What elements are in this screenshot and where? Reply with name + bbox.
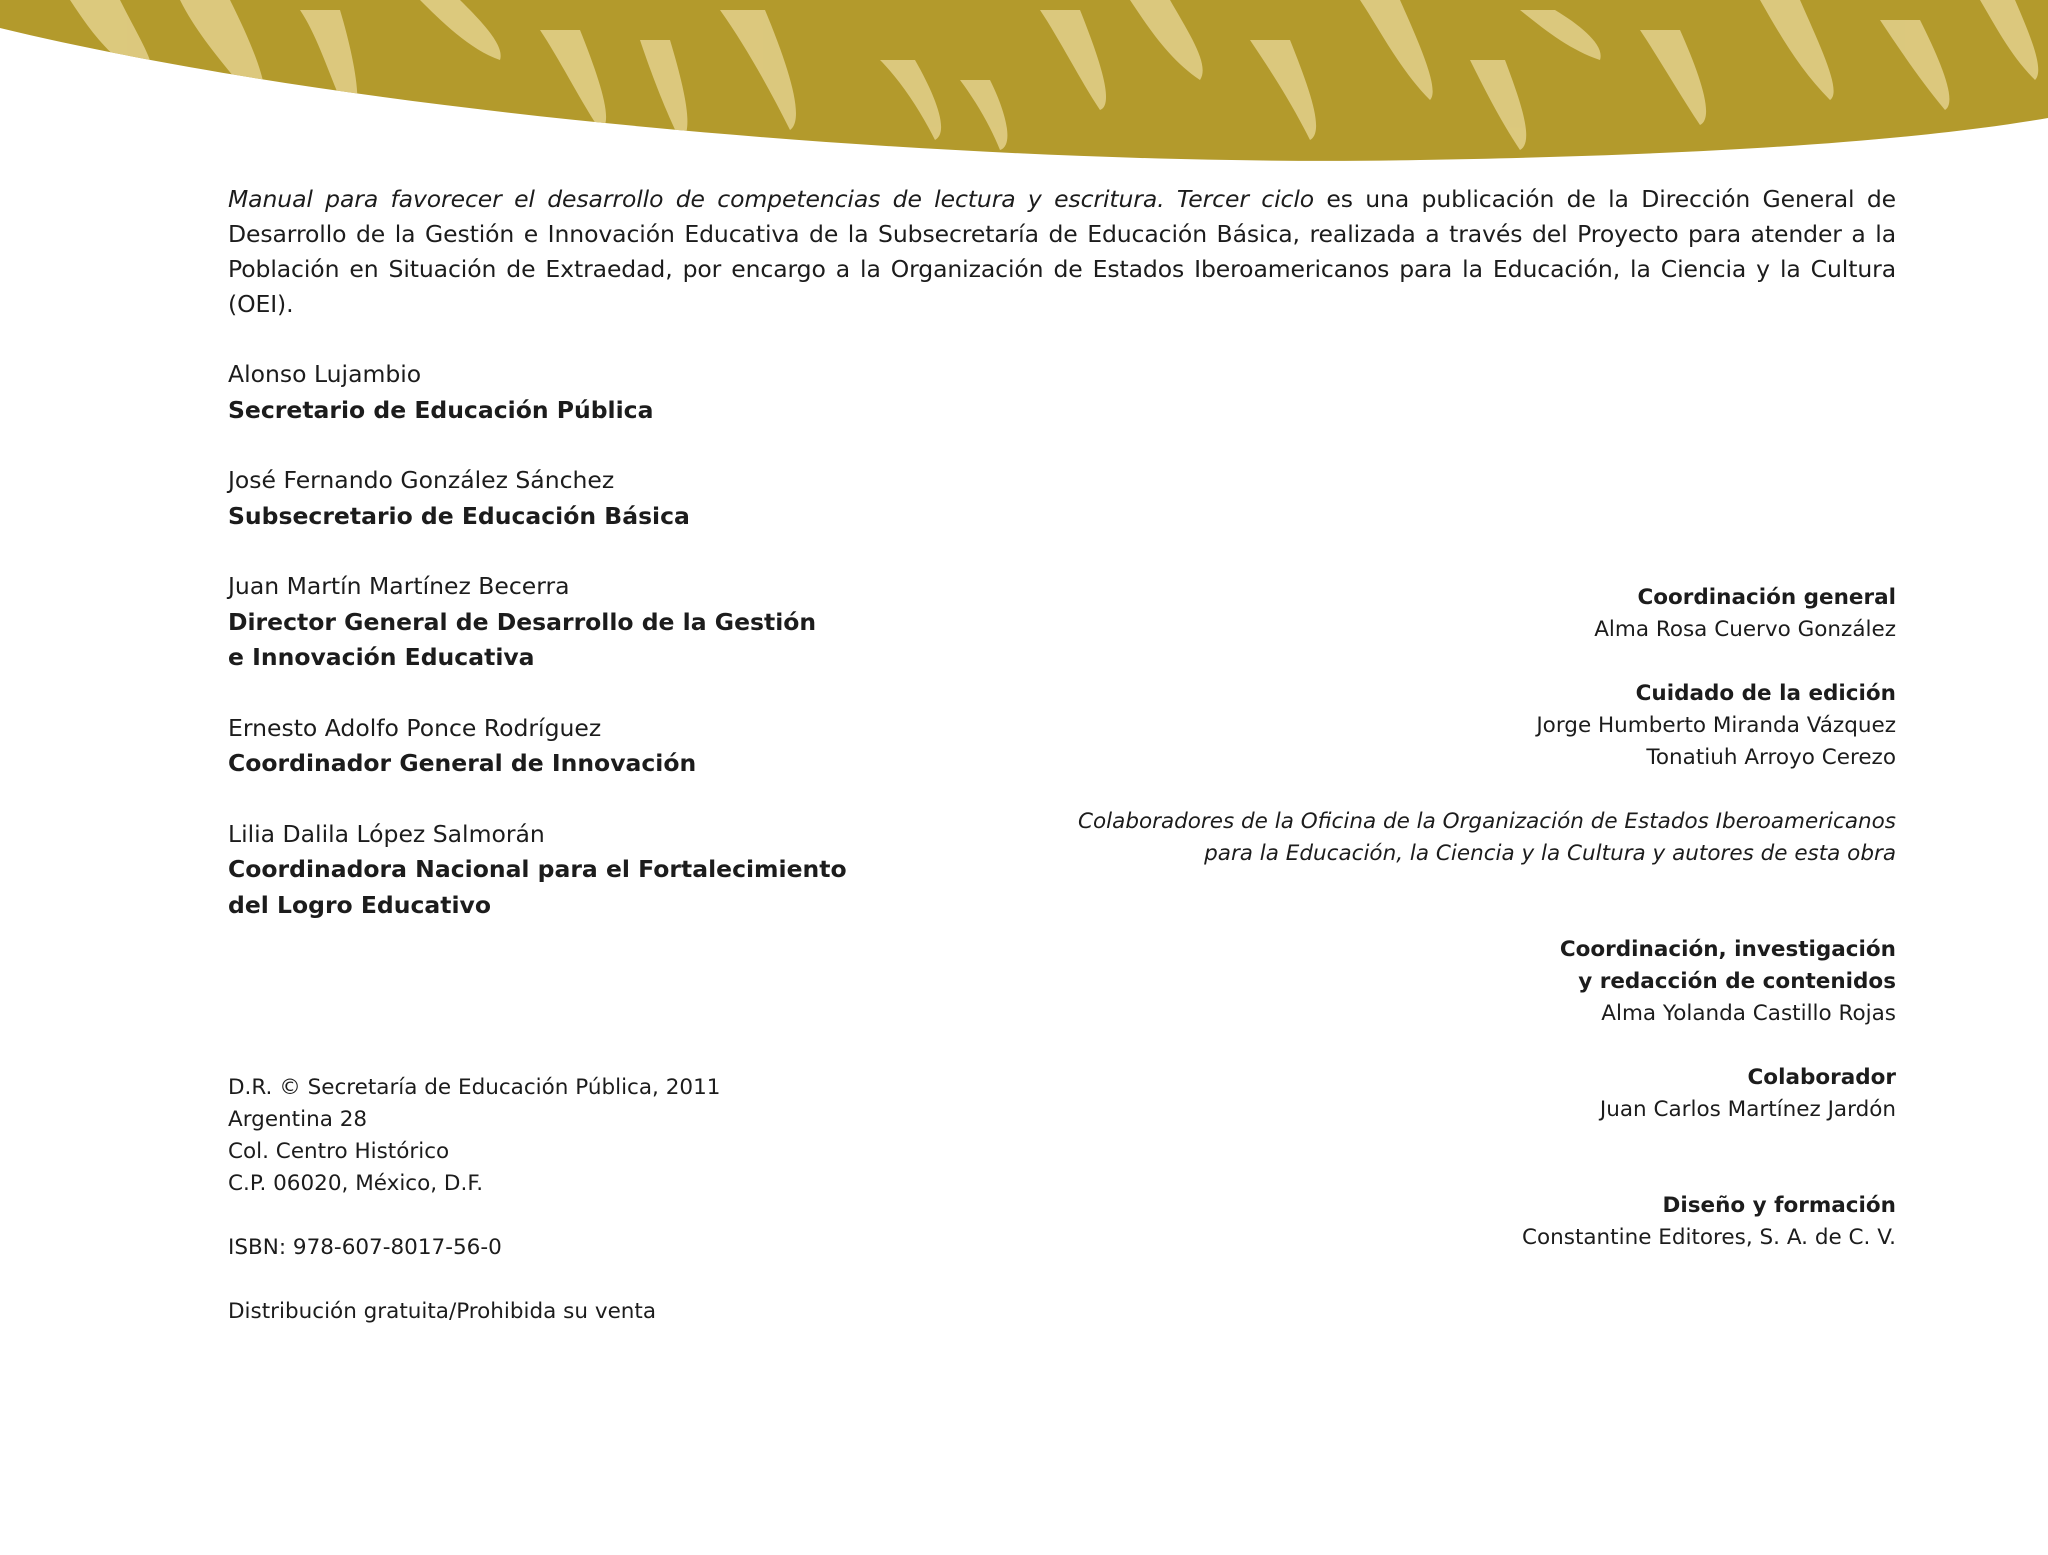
official-role: del Logro Educativo <box>228 890 491 919</box>
credit-name: Jorge Humberto Miranda Vázquez <box>1536 713 1896 738</box>
intro-text: es una publicación de la Dirección General de Desarrollo de la Gestión e Innovación Educativa de la Subsecretaría de Educación Básica, realizada a través del Proyecto para atender a la Población en Situación de Extraedad, por encargo a la Organización de Estados Iberoamericanos para la Educación, la Ciencia y la Cultura (OEI). <box>228 185 1896 318</box>
official-role: Coordinador General de Innovación <box>228 749 697 777</box>
official-role: Secretario de Educación Pública <box>228 395 654 424</box>
credit-name: Tonatiuh Arroyo Cerezo <box>1646 745 1896 770</box>
credit-collaborators-note <box>996 806 1896 870</box>
credit-title: Coordinación general <box>1637 585 1896 610</box>
address-postal: C.P. 06020, México, D.F. <box>228 1171 484 1196</box>
official-name: Alonso Lujambio <box>228 360 422 388</box>
credit-title: Coordinación, investigación <box>1559 937 1896 962</box>
officials-list <box>228 357 928 958</box>
credit-research <box>996 934 1896 1030</box>
credit-title: Diseño y formación <box>1662 1193 1896 1218</box>
official-role: Director General de Desarrollo de la Gestión <box>228 607 817 636</box>
credit-name: Alma Rosa Cuervo González <box>1594 617 1896 642</box>
address-street: Argentina 28 <box>228 1107 368 1132</box>
publication-intro <box>228 182 1896 322</box>
official-role: e Innovación Educativa <box>228 643 535 671</box>
credit-title: Cuidado de la edición <box>1635 681 1896 706</box>
official-role: Subsecretario de Educación Básica <box>228 501 690 530</box>
official-entry <box>228 569 928 676</box>
official-entry <box>228 711 928 782</box>
official-entry <box>228 463 928 534</box>
credit-title: Colaborador <box>1747 1065 1896 1090</box>
credit-title: y redacción de contenidos <box>1578 969 1896 994</box>
credit-edition <box>996 678 1896 774</box>
official-entry <box>228 817 928 924</box>
decorative-gold-banner <box>0 0 2048 170</box>
credit-name: Constantine Editores, S. A. de C. V. <box>1521 1225 1896 1250</box>
address-colony: Col. Centro Histórico <box>228 1139 450 1164</box>
credit-name: Juan Carlos Martínez Jardón <box>1599 1097 1896 1122</box>
imprint-block <box>228 1072 928 1328</box>
official-role: Coordinadora Nacional para el Fortalecimiento <box>228 855 847 883</box>
credit-design <box>996 1190 1896 1254</box>
credits-column <box>996 582 1896 1286</box>
credit-collaborator <box>996 1062 1896 1126</box>
official-name: Lilia Dalila López Salmorán <box>228 819 545 848</box>
official-name: Ernesto Adolfo Ponce Rodríguez <box>228 713 602 742</box>
isbn-line: ISBN: 978-607-8017-56-0 <box>228 1235 502 1260</box>
distribution-note: Distribución gratuita/Prohibida su venta <box>228 1299 657 1324</box>
collaborators-note-line: Colaboradores de la Oficina de la Organización de Estados Iberoamericanos <box>1078 809 1896 834</box>
manual-title: Manual para favorecer el desarrollo de competencias de lectura y escritura. Tercer ciclo <box>228 185 1315 213</box>
official-entry <box>228 357 928 428</box>
copyright-line: D.R. © Secretaría de Educación Pública, 2011 <box>228 1075 721 1100</box>
credit-name: Alma Yolanda Castillo Rojas <box>1601 1001 1896 1026</box>
official-name: Juan Martín Martínez Becerra <box>228 572 570 600</box>
official-name: José Fernando González Sánchez <box>228 466 615 494</box>
collaborators-note-line: para la Educación, la Ciencia y la Cultura y autores de esta obra <box>1204 841 1896 866</box>
credit-coordination-general <box>996 582 1896 646</box>
